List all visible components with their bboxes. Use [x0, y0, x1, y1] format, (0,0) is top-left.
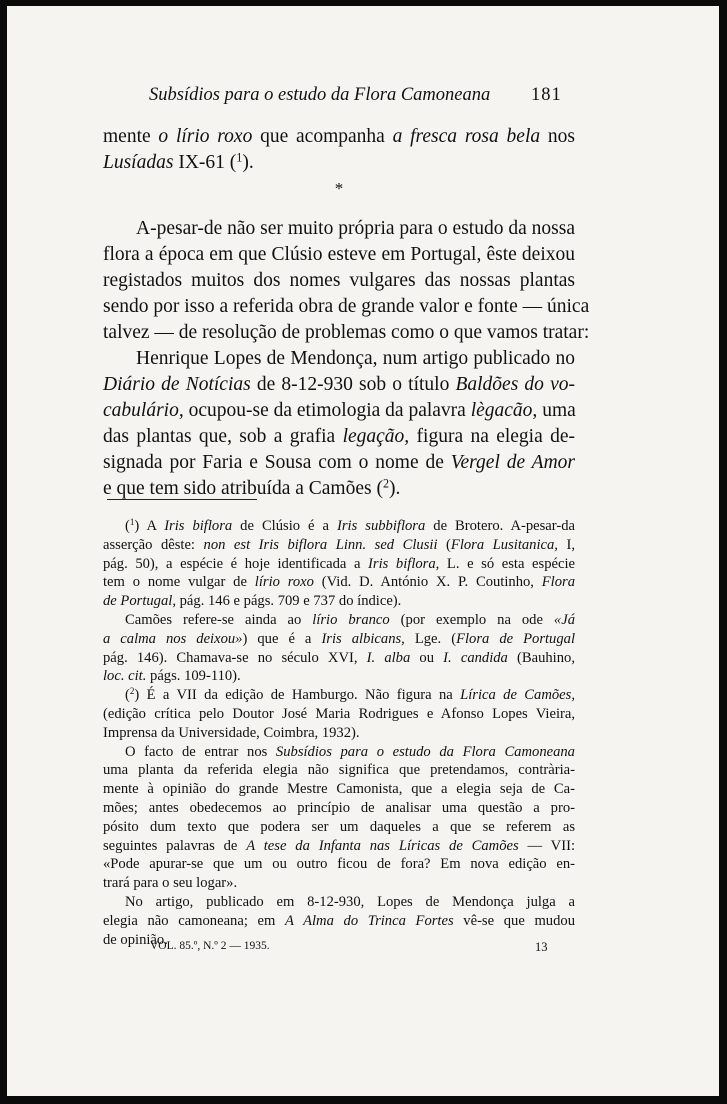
text-line: Diário de Notícias de 8-12-930 sob o título Baldões do vo-	[103, 374, 575, 395]
text-line: sendo por isso a referida obra de grande valor e fonte — única	[103, 296, 590, 317]
book-page	[7, 6, 719, 1096]
footnote-line: «Pode apurar-se que um ou outro ficou de fora? Em nova edição en-	[103, 856, 575, 873]
text-line: mente o lírio roxo que acompanha a fresca rosa bela nos	[103, 126, 575, 147]
footnote-line: seguintes palavras de A tese da Infanta nas Líricas de Camões — VII:	[103, 837, 576, 854]
footnote-line: pósito dum texto que podera ser um daqueles a que se referem as	[103, 818, 575, 835]
text-line: Henrique Lopes de Mendonça, num artigo publicado no	[136, 348, 575, 369]
footnote-line: mente à opinião do grande Mestre Camonista, que a elegia seja de Ca-	[103, 781, 575, 798]
footnote-line: trará para o seu logar».	[103, 875, 238, 892]
footnotes	[103, 517, 575, 949]
footnote-line: asserção dêste: non est Iris biflora Linn. sed Clusii (Flora Lusitanica, I,	[103, 536, 575, 553]
signature-mark: 13	[535, 940, 548, 954]
footnote-line: uma planta da referida elegia não significa que pretendamos, contrària-	[103, 762, 575, 779]
running-head-title: Subsídios para o estudo da Flora Camoneana	[149, 85, 491, 105]
footnote-line: ($^1$) A Iris biflora de Clúsio é a Iris subbiflora de Brotero. A-pesar-da	[125, 517, 575, 534]
text-line: A-pesar-de não ser muito própria para o estudo da nossa	[136, 218, 575, 239]
footnote-line: ($^2$) É a VII da edição de Hamburgo. Não figura na Lírica de Camões,	[125, 686, 575, 704]
text-line: talvez — de resolução de problemas como o que vamos tratar:	[103, 322, 590, 343]
footnote-line: Imprensa da Universidade, Coimbra, 1932).	[103, 724, 360, 741]
text-line: signada por Faria e Sousa com o nome de Vergel de Amor	[103, 452, 576, 473]
running-head	[7, 85, 719, 109]
footnote-line: tem o nome vulgar de lírio roxo (Vid. D. António X. P. Coutinho, Flora	[103, 574, 576, 591]
footnote-line: a calma nos deixou») que é a Iris albicans, Lge. (Flora de Portugal	[103, 630, 575, 647]
text-line: Lusíadas IX-61 ($^1$).	[103, 150, 254, 173]
footnote-line: elegia não camoneana; em A Alma do Trinca Fortes vê-se que mudou	[103, 912, 575, 929]
main-text	[103, 124, 590, 502]
text-line: e que tem sido atribuída a Camões ($^2$).	[103, 476, 401, 499]
text-line: flora a época em que Clúsio esteve em Portugal, êste deixou	[103, 244, 575, 265]
text-line: registados muitos dos nomes vulgares das nossas plantas	[103, 270, 575, 291]
footnote-line: loc. cit. págs. 109-110).	[103, 668, 241, 685]
page-footer	[103, 940, 575, 960]
footnote-line: de Portugal, pág. 146 e págs. 709 e 737 do índice).	[103, 593, 402, 610]
footnote-line: O facto de entrar nos Subsídios para o estudo da Flora Camoneana	[125, 743, 575, 760]
footnote-line: mões; antes obedecemos ao princípio de analisar uma questão a pro-	[103, 799, 575, 816]
footnote-line: Camões refere-se ainda ao lírio branco (por exemplo na ode «Já	[125, 611, 575, 628]
footnote-line: No artigo, publicado em 8-12-930, Lopes de Mendonça julga a	[125, 893, 575, 910]
footnote-line: pág. 146). Chamava-se no século XVI, I. alba ou I. candida (Bauhino,	[103, 649, 575, 666]
text-line: cabulário, ocupou-se da etimologia da palavra lègacão, uma	[103, 400, 576, 421]
section-separator: *	[334, 179, 344, 198]
footnote-line: (edição crítica pelo Doutor José Maria Rodrigues e Afonso Lopes Vieira,	[103, 705, 575, 722]
footnote-line: pág. 50), a espécie é hoje identificada a Iris biflora, L. e só esta espécie	[103, 555, 575, 572]
footnote-ref: 2	[382, 476, 390, 491]
text-line: das plantas que, sob a grafia legação, figura na elegia de-	[103, 426, 576, 447]
footnote-ref: 1	[236, 150, 243, 165]
footnote-line: de opinião.	[103, 931, 168, 948]
footnote-rule	[107, 499, 257, 500]
volume-line: VOL. 85.º, N.º 2 — 1935.	[150, 940, 270, 952]
page-number: 181	[531, 85, 562, 105]
